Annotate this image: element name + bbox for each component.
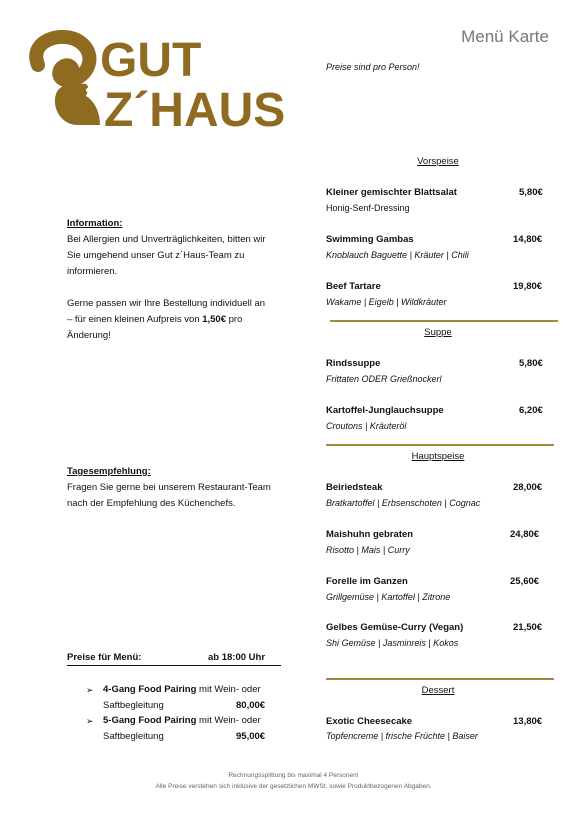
- pairing-name: 5-Gang Food Pairing: [103, 715, 197, 726]
- item-name: Kleiner gemischter Blattsalat: [326, 187, 457, 198]
- pairing-text: mit Wein- oder: [196, 715, 261, 726]
- arrow-bullet-icon: ➢: [86, 685, 94, 695]
- item-desc: Shi Gemüse | Jasminreis | Kokos: [326, 638, 459, 648]
- daily-text: Fragen Sie gerne bei unserem Restaurant-Team: [67, 482, 271, 493]
- item-price: 19,80€: [513, 281, 543, 292]
- item-price: 13,80€: [513, 716, 543, 727]
- item-desc: Wakame | Eigelb | Wildkräuter: [326, 297, 447, 307]
- menu-title: Menü Karte: [461, 27, 549, 46]
- item-price: 6,20€: [519, 405, 543, 416]
- arrow-bullet-icon: ➢: [86, 716, 94, 726]
- surcharge-price: 1,50€: [202, 314, 226, 325]
- footer: [0, 770, 587, 792]
- squirrel-logo-icon: [18, 30, 293, 130]
- logo-line1: GUT: [100, 34, 202, 87]
- footer-line: Alle Preise verstehen sich inklusive der gesetzlichen MWSt. sowie Produktbezogenen Abgaben.: [155, 783, 432, 790]
- item-price: 5,80€: [519, 187, 543, 198]
- prices-note: Preise sind pro Person!: [326, 62, 420, 72]
- pairing-heading-row: [67, 651, 281, 666]
- pairing-name: 4-Gang Food Pairing: [103, 684, 197, 695]
- footer-line: Rechnungssplittung bis maximal 4 Personen!: [228, 772, 359, 779]
- section-dessert: Dessert: [421, 685, 455, 696]
- info-text: informieren.: [67, 266, 118, 277]
- item-name: Forelle im Ganzen: [326, 576, 408, 587]
- gut-zhaus-logo: [18, 30, 293, 130]
- item-name: Rindssuppe: [326, 358, 381, 369]
- section-hauptspeise: Hauptspeise: [411, 451, 465, 462]
- pairing-option: [86, 713, 286, 745]
- section-suppe: Suppe: [424, 327, 452, 338]
- item-desc: Topfencreme | frische Früchte | Baiser: [326, 731, 478, 741]
- item-price: 21,50€: [513, 622, 543, 633]
- pairing-option: [86, 682, 286, 714]
- section-vorspeise: Vorspeise: [417, 156, 459, 167]
- item-price: 28,00€: [513, 482, 543, 493]
- pairing-price: 80,00€: [236, 700, 266, 711]
- section-divider: [326, 444, 554, 446]
- pairing-text: Saftbegleitung: [103, 731, 164, 742]
- item-name: Gelbes Gemüse-Curry (Vegan): [326, 622, 464, 633]
- pairing-heading: Preise für Menü:: [67, 652, 142, 663]
- item-name: Exotic Cheesecake: [326, 716, 413, 727]
- section-divider: [326, 678, 554, 680]
- info-text: Gerne passen wir Ihre Bestellung individuell an: [67, 298, 266, 309]
- info-block: [67, 216, 307, 344]
- item-price: 25,60€: [510, 576, 540, 587]
- item-price: 14,80€: [513, 234, 543, 245]
- item-name: Beiriedsteak: [326, 482, 383, 493]
- info-text: Sie umgehend unser Gut z´Haus-Team zu: [67, 250, 245, 261]
- section-divider: [330, 320, 558, 322]
- info-text: Bei Allergien und Unverträglichkeiten, bitten wir: [67, 234, 266, 245]
- logo-line2: Z´HAUS: [104, 84, 286, 130]
- item-name: Beef Tartare: [326, 281, 381, 292]
- pairing-text: mit Wein- oder: [196, 684, 261, 695]
- item-desc: Croutons | Kräuteröl: [326, 421, 407, 431]
- item-name: Maishuhn gebraten: [326, 529, 414, 540]
- item-desc: Frittaten ODER Grießnockerl: [326, 374, 442, 384]
- pairing-time: ab 18:00 Uhr: [208, 652, 266, 663]
- item-name: Kartoffel-Junglauchsuppe: [326, 405, 444, 416]
- info-text: – für einen kleinen Aufpreis von: [67, 314, 203, 325]
- item-desc: Grillgemüse | Kartoffel | Zitrone: [326, 592, 451, 602]
- pairing-price: 95,00€: [236, 731, 266, 742]
- item-desc: Bratkartoffel | Erbsenschoten | Cognac: [326, 498, 481, 508]
- daily-block: [67, 464, 307, 512]
- daily-heading: Tagesempfehlung:: [67, 466, 151, 477]
- info-heading: Information:: [67, 218, 123, 229]
- item-desc: Honig-Senf-Dressing: [326, 203, 410, 213]
- info-text: pro: [225, 314, 243, 325]
- item-desc: Risotto | Mais | Curry: [326, 545, 410, 555]
- pairing-text: Saftbegleitung: [103, 700, 164, 711]
- daily-text: nach der Empfehlung des Küchenchefs.: [67, 498, 236, 509]
- item-price: 5,80€: [519, 358, 543, 369]
- item-desc: Knoblauch Baguette | Kräuter | Chili: [326, 250, 469, 260]
- item-name: Swimming Gambas: [326, 234, 414, 245]
- info-text: Änderung!: [67, 330, 111, 341]
- item-price: 24,80€: [510, 529, 540, 540]
